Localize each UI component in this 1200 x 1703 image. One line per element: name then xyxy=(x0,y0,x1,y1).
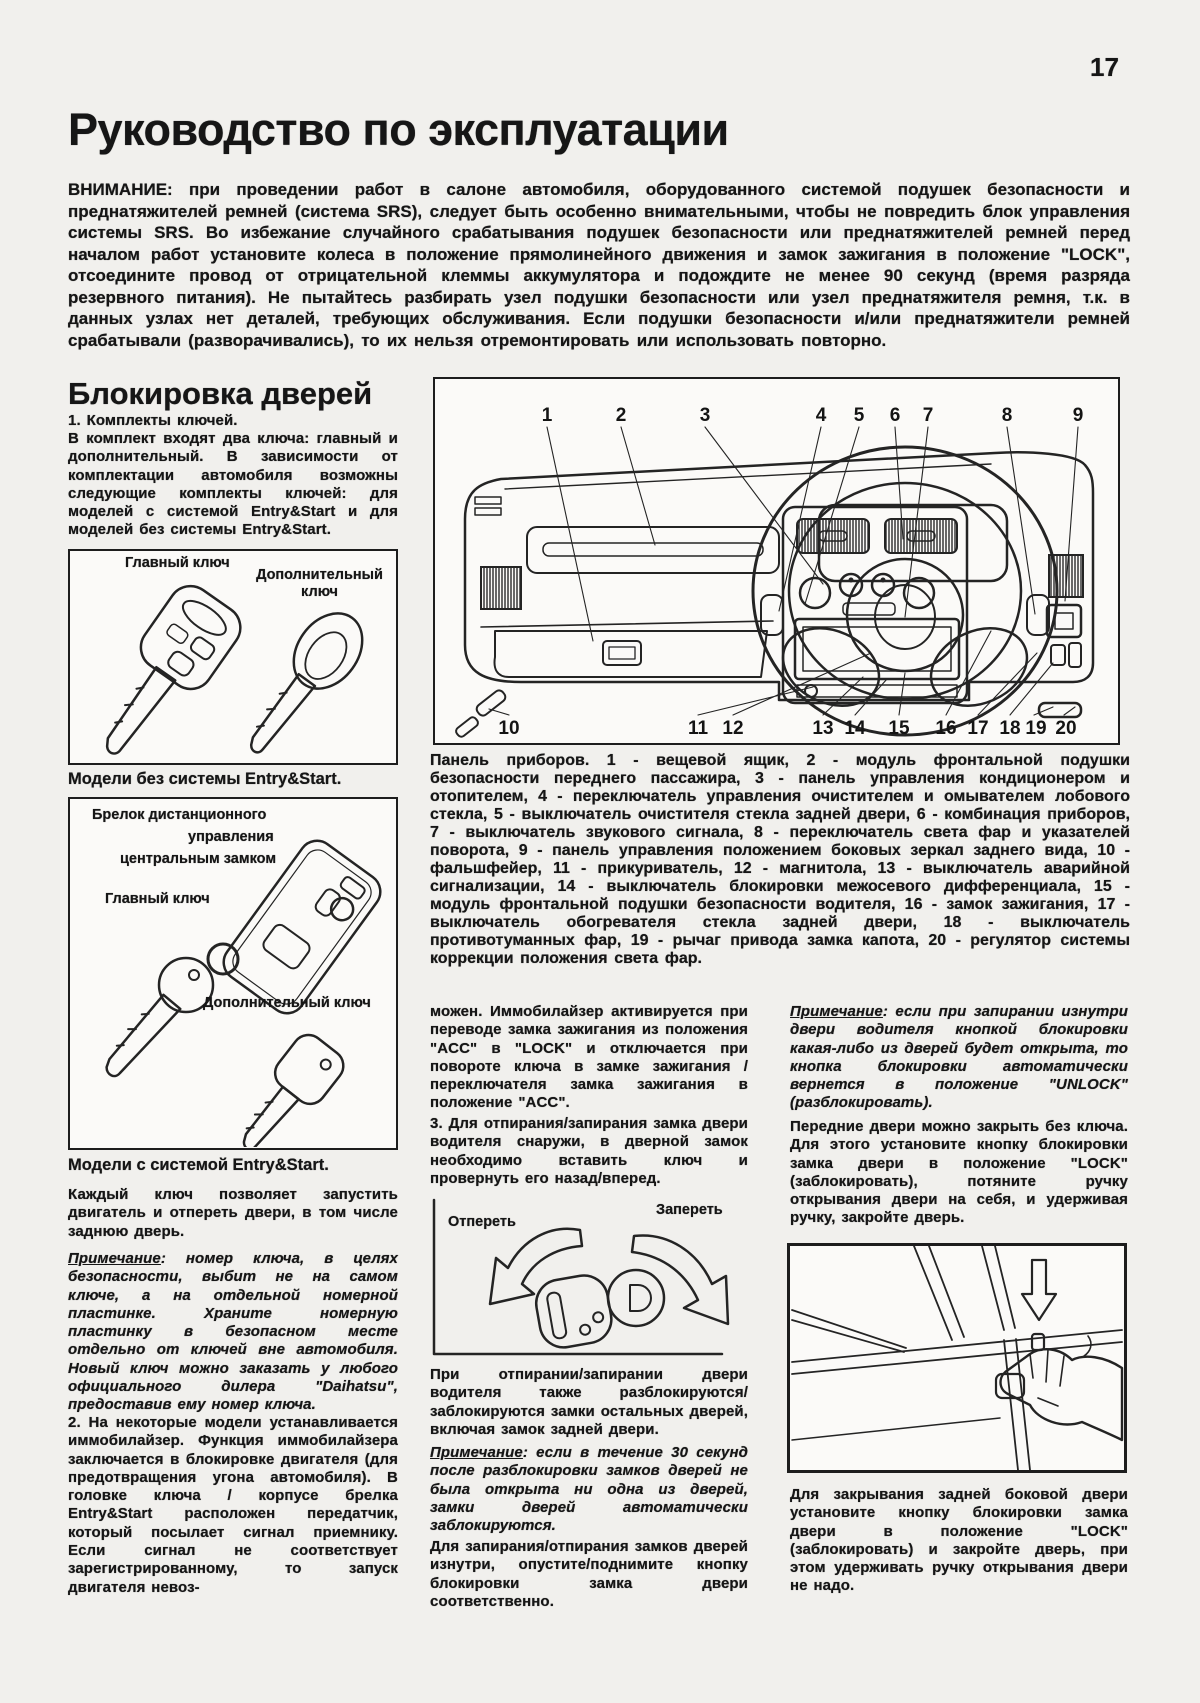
callout-7: 7 xyxy=(922,405,934,426)
callout-5: 5 xyxy=(853,405,865,426)
callout-numbers-bottom xyxy=(498,718,1076,739)
callout-11: 11 xyxy=(687,718,709,739)
center-vent-left xyxy=(797,519,869,553)
left-note-key-number xyxy=(68,1250,398,1415)
figure-caption-no-entrystart: Модели без системы Entry&Start. xyxy=(68,770,342,788)
push-down-arrow xyxy=(1022,1260,1056,1320)
warning-paragraph: ВНИМАНИЕ: при проведении работ в салоне автомобиля, оборудованного системой подушек безопасности и преднатяжителей ремней (система SRS), следует быть особенно внимательными, чтобы не повредить блок управления системы SRS. Во избежание случайного срабатывания подушек безопасности или преднатяжителей ремней перед началом работ установите колеса в положение прямолинейного движения и замок зажигания в положение "LOCK", отсоедините провод от отрицательной клеммы аккумулятора и подождите не менее 90 секунд (время разряда резервного питания). Не пытайтесь разбирать узел подушки безопасности или узел преднатяжителя ремня, т.к. в данных узлах нет деталей, требующих обслуживания. Если подушки безопасности и/или преднатяжители ремней срабатывали (разворачивались), то их нельзя отремонтировать или использовать повторно. xyxy=(68,180,1130,350)
right-air-vent xyxy=(1049,555,1083,597)
page-number: 17 xyxy=(1090,52,1119,82)
callout-numbers-top xyxy=(542,405,1084,426)
remote-fob-label-line2: управления xyxy=(188,829,274,845)
callout-6: 6 xyxy=(889,405,901,426)
right-para-rear-door: Для закрывания задней боковой двери установите кнопку блокировки замка двери в положение "LOCK" (заблокировать) и закройте дверь, при этом удерживать ручку открывания двери не надо. xyxy=(790,1486,1128,1595)
entrystart-additional-key-drawing xyxy=(225,1029,350,1147)
callout-16: 16 xyxy=(935,718,957,739)
callout-9: 9 xyxy=(1072,405,1084,426)
callout-18: 18 xyxy=(999,718,1021,739)
note-label: Примечание xyxy=(430,1444,523,1461)
light-stalk xyxy=(1027,595,1049,635)
right-switch-panel xyxy=(1039,555,1083,717)
glove-box xyxy=(481,621,773,677)
note-body: : если в течение 30 секунд после разблокировки замков дверей не была открыта ни одна из дверей, замки дверей автоматически заблокируются. xyxy=(430,1444,748,1535)
right-para-close-without-key: Передние двери можно закрыть без ключа. Для этого установите кнопку блокировки замка двери в положение "LOCK" (заблокировать), потяните ручку открывания двери на себя, и удерживая ручку, закройте дверь. xyxy=(790,1118,1128,1227)
callout-1: 1 xyxy=(541,405,553,426)
callout-8: 8 xyxy=(1001,405,1013,426)
left-para-each-key: Каждый ключ позволяет запустить двигатель и отпереть двери, в том числе заднюю дверь. xyxy=(68,1186,398,1240)
note-body: : номер ключа, в целях безопасности, выбит не на самом ключе, а на отдельной номерной пластинке. Храните номерную пластинку в безопасном месте отдельно от ключей вне автомобиля. Новый ключ можно заказать у любого официального дилера "Daihatsu", предоставив ему номер ключа. xyxy=(68,1250,398,1414)
key-head-end-view xyxy=(532,1272,615,1351)
left-para-key-kit: В комплект входят два ключа: главный и дополнительный. В зависимости от комплектации автомобиля возможны следующие комплекты ключей: для моделей с системой Entry&Start и для моделей без системы Entry&Start. xyxy=(68,430,399,539)
dashboard-caption: Панель приборов. 1 - вещевой ящик, 2 - модуль фронтальной подушки безопасности переднего пассажира, 3 - панель управления кондиционером и отопителем, 4 - переключатель управления очистителем и омывателем лобового стекла, 5 - выключатель очистителя стекла задней двери, 6 - комбинация приборов, 7 - выключатель звукового сигнала, 8 - переключатель света фар и указателей поворота, 9 - панель управления положением боковых зеркал заднего вида, 10 - фальшфейер, 11 - прикуриватель, 12 - магнитола, 13 - выключатель аварийной сигнализации, 14 - выключатель блокировки межосевого дифференциала, 15 - модуль фронтальной подушки безопасности водителя, 16 - замок зажигания, 17 - выключатель обогревателя стекла задней двери, 18 - выключатель противотуманных фар, 19 - рычаг привода замка капота, 20 - регулятор системы коррекции положения света фар. xyxy=(430,752,1130,967)
entrystart-main-key-drawing xyxy=(98,958,213,1082)
callout-19: 19 xyxy=(1025,718,1047,739)
mid-para-all-doors: При отпирании/запирании двери водителя также разблокируются/заблокируются замки остальных дверей, включая замок задней двери. xyxy=(430,1366,748,1438)
note-label: Примечание xyxy=(790,1003,883,1020)
mid-para-inside-lock: Для запирания/отпирания замков дверей изнутри, опустите/поднимите кнопку блокировки замка двери соответственно. xyxy=(430,1538,748,1610)
lock-arrow xyxy=(632,1235,728,1324)
callout-14: 14 xyxy=(844,718,866,739)
dashboard-diagram xyxy=(435,379,1117,742)
callout-20: 20 xyxy=(1055,718,1077,739)
keys-figure-entrystart xyxy=(68,797,398,1150)
note-label: Примечание xyxy=(68,1250,161,1267)
mid-para-unlock-lock: 3. Для отпирания/запирания замка двери водителя снаружи, в дверной замок необходимо вставить ключ и провернуть его назад/вперед. xyxy=(430,1115,748,1187)
door-lock-figure xyxy=(787,1243,1127,1473)
figure-caption-entrystart: Модели с системой Entry&Start. xyxy=(68,1156,329,1174)
mid-para-immobilizer: можен. Иммобилайзер активируется при переводе замка зажигания из положения "ACC" в "LOCK" и отключается при повороте ключа в замке зажигания / переключателя замка зажигания в положение "ACC". xyxy=(430,1003,748,1112)
page-title: Руководство по эксплуатации xyxy=(68,104,729,155)
section-heading: Блокировка дверей xyxy=(68,376,373,411)
hand-drawing xyxy=(996,1349,1122,1440)
door-lock-drawing xyxy=(790,1246,1124,1470)
door-frame xyxy=(792,1246,1122,1470)
mid-note-30s xyxy=(430,1444,748,1535)
right-note-unlock-return xyxy=(790,1003,1128,1113)
main-key-label: Главный ключ xyxy=(125,555,230,571)
left-para-immobilizer: 2. На некоторые модели устанавливается иммобилайзер. Функция иммобилайзера заключается в блокировке двигателя (для предотвращения угона автомобиля). В головке ключа / корпусе брелка Entry&Start расположен передатчик, который посылает сигнал приемнику. Если сигнал не соответствует зарегистрированному, то запуск двигателя невоз- xyxy=(68,1414,398,1596)
note-body: : если при запирании изнутри двери водителя кнопкой блокировки какая-либо из дверей будет открыта, то кнопка блокировки автоматически вернется в положение "UNLOCK" (разблокировать). xyxy=(790,1003,1128,1112)
key-cylinder xyxy=(608,1270,664,1326)
unlock-arrow xyxy=(490,1229,582,1304)
door-lock-knob xyxy=(1032,1334,1044,1350)
callout-13: 13 xyxy=(812,718,834,739)
unlock-label: Отпереть xyxy=(448,1214,516,1230)
dashboard-figure xyxy=(433,377,1120,745)
additional-key-drawing xyxy=(231,600,377,762)
callout-3: 3 xyxy=(699,405,711,426)
main-key-drawing xyxy=(78,577,249,762)
callout-10: 10 xyxy=(498,718,520,739)
callout-4: 4 xyxy=(815,405,827,426)
lock-label: Запереть xyxy=(656,1202,723,1218)
dashboard-body xyxy=(465,452,1093,700)
left-para-key-sets: 1. Комплекты ключей. xyxy=(68,412,238,429)
wiper-stalk xyxy=(761,595,783,635)
entrystart-additional-key-label: Дополнительный ключ xyxy=(203,995,371,1011)
callout-12: 12 xyxy=(722,718,744,739)
entrystart-main-key-label: Главный ключ xyxy=(105,891,210,907)
key-turn-figure xyxy=(430,1198,750,1358)
remote-fob-label-line1: Брелок дистанционного xyxy=(92,807,267,823)
remote-fob-label-line3: центральным замком xyxy=(120,851,277,867)
center-stack xyxy=(783,507,967,703)
additional-key-label: Дополнительный ключ xyxy=(256,567,383,600)
callout-17: 17 xyxy=(967,718,989,739)
keys-figure-no-entrystart xyxy=(68,549,398,765)
callout-2: 2 xyxy=(615,405,627,426)
callout-15: 15 xyxy=(888,718,910,739)
center-vent-right xyxy=(885,519,957,553)
left-air-vent xyxy=(481,567,521,609)
